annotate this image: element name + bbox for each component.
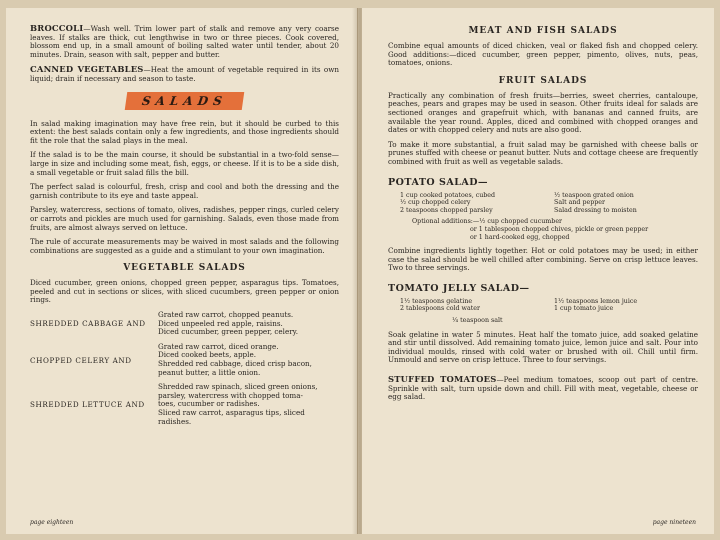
meat-fish-text: Combine equal amounts of diced chicken, veal or flaked fish and chopped celery. Good additions:—diced cucumber, green pepper, pimento, olives, nuts, peas, tomatoes, onions. [388,41,698,68]
combo-line: Diced cucumber, green pepper, celery. [158,327,299,337]
ingredient: 1 cup cooked potatoes, cubed [400,191,496,199]
combo-line: Diced cooked beets, apple. [158,350,256,360]
combo-line: Grated raw carrot, chopped peanuts. [158,310,294,320]
left-page [6,8,358,534]
stuffed-tomatoes-paragraph [388,375,698,402]
potato-optional-additions [412,218,698,241]
combo-line: radishes. [158,416,192,426]
page-number-right: page nineteen [652,519,696,526]
potato-salad-title: POTATO SALAD— [388,176,488,188]
right-page [362,8,714,534]
canned-paragraph [30,65,339,83]
salads-banner-wrap [30,90,339,110]
fruit-paragraph-1: Practically any combination of fresh fruits—berries, sweet cherries, cantaloupe, peaches, pears and grapes may be used in season. Other fruits ideal for salads are sectioned oranges and grapefruit which, with bananas and canned fruits, are available the year round. Apples, diced and combined with chopped oranges and dates or with chopped celery and nuts are also good. [388,90,698,135]
ingredient: 1 cup tomato juice [554,305,614,313]
broccoli-text: —Wash well. Trim lower part of stalk and remove any very coarse leaves. If stalks are thick, cut lengthwise in two or three pieces. Cook covered, blossom end up, in a small amount of boiling salted water until tender, about 20 minutes. Drain, season with salt, pepper and butter. [30,24,339,59]
combo-line: parsley, watercress with chopped toma- [158,390,303,400]
intro-paragraph-2: If the salad is to be the main course, it should be substantial in a two-fold sense—large in size and including some meat, fish, eggs, or cheese. If it is to be a side dish, a small vegetable or fruit salad fills the bill. [30,150,339,177]
tomato-salt: ¼ teaspoon salt [452,317,503,325]
meat-fish-heading: MEAT AND FISH SALADS [468,26,618,36]
combo-line: Shredded raw spinach, sliced green onions, [158,382,318,392]
combo-label: CHOPPED CELERY AND [30,355,132,365]
combo-line: Grated raw carrot, diced orange. [158,341,279,351]
ingredient-column [400,298,544,313]
ingredient: 1½ teaspoons lemon juice [554,297,638,305]
fruit-paragraph-2: To make it more substantial, a fruit salad may be garnished with cheese balls or prunes stuffed with cheese or peanut butter. Nuts and cottage cheese are frequently combined with fruit as well as vegetable salads. [388,139,698,166]
salads-banner: SALADS [125,92,244,110]
potato-method: Combine ingredients lightly together. Hot or cold potatoes may be used; in either case the salad should be well chilled after combining. Serve on crisp lettuce leaves. Two to three servings. [388,246,698,273]
optional-line: or 1 tablespoon chopped chives, pickle or green pepper [470,225,649,233]
intro-paragraph-3: The perfect salad is colourful, fresh, crisp and cool and both the dressing and the garnish contribute to its eye and taste appeal. [30,182,339,200]
ingredient-column [400,192,544,215]
ingredient: ½ teaspoon grated onion [554,191,634,199]
combo-lines [158,383,318,426]
intro-paragraph-5: The rule of accurate measurements may be waived in most salads and the following combinations are suggested as a guide and a stimulant to your own imagination. [30,237,339,255]
ingredient: 2 teaspoons chopped parsley [400,206,493,214]
ingredient: Salad dressing to moisten [554,206,637,214]
canned-title: CANNED VEGETABLES [30,64,144,75]
combo-celery [30,343,339,377]
ingredient: 1½ teaspoons gelatine [400,297,473,305]
fruit-salads-heading: FRUIT SALADS [498,75,588,86]
optional-line: or 1 hard-cooked egg, chopped [470,233,570,241]
page-number-left: page eighteen [30,519,74,526]
broccoli-paragraph [30,24,339,59]
intro-paragraph-4: Parsley, watercress, sections of tomato, olives, radishes, pepper rings, curled celery or carrots and pickles are much used for garnishing. Salads, even those made from fruits, are almost always served on lettuce. [30,205,339,232]
combo-cabbage [30,311,339,337]
canned-text: —Heat the amount of vegetable required in its own liquid; drain if necessary and season to taste. [30,65,339,83]
ingredient-column [554,298,698,313]
combo-label: SHREDDED LETTUCE AND [30,400,145,410]
tomato-ingredients [400,298,698,313]
combo-line: Diced unpeeled red apple, raisins. [158,318,283,328]
stuffed-tomatoes-title: STUFFED TOMATOES [388,374,497,385]
ingredient: Salt and pepper [554,199,606,207]
combo-line: Shredded red cabbage, diced crisp bacon, [158,359,312,369]
combo-lines [158,343,312,377]
combo-lines [158,311,298,337]
optional-label: Optional additions:— [412,218,480,226]
combo-lettuce [30,383,339,426]
combo-line: peanut butter, a little onion. [158,367,261,377]
intro-paragraph-1: In salad making imagination may have free rein, but it should be curbed to this extent: the best salads contain only a few ingredients, and those ingredients should fit the role that the salad plays in the meal. [30,118,339,145]
combo-line: Sliced raw carrot, asparagus tips, sliced [158,408,305,417]
stuffed-tomatoes-text: —Peel medium tomatoes, scoop out part of centre. Sprinkle with salt, turn upside down and chill. Fill with meat, vegetable, cheese or egg salad. [388,375,698,402]
vegetable-salads-text: Diced cucumber, green onions, chopped green pepper, asparagus tips. Tomatoes, peeled and cut in sections or slices, with sliced cucumbers, green pepper or onion rings. [30,278,339,305]
broccoli-title: BROCCOLI [30,23,84,33]
potato-ingredients [400,192,698,215]
ingredient: 2 tablespoons cold water [400,305,480,313]
tomato-jelly-title: TOMATO JELLY SALAD— [388,282,530,294]
ingredient: ½ cup chopped celery [400,199,471,207]
tomato-method: Soak gelatine in water 5 minutes. Heat half the tomato juice, add soaked gelatine and stir until dissolved. Add remaining tomato juice, lemon juice and salt. Pour into individual moulds, rinsed with cold water or brushed with oil. Chill until firm. Unmould and serve on crisp lettuce. Three to four servings. [388,329,698,365]
optional-line: ½ cup chopped cucumber [479,218,563,226]
ingredient-column [554,192,698,215]
combo-label: SHREDDED CABBAGE AND [30,319,146,329]
combo-line: toes, cucumber or radishes. [158,399,260,409]
vegetable-salads-heading: VEGETABLE SALADS [123,263,246,274]
